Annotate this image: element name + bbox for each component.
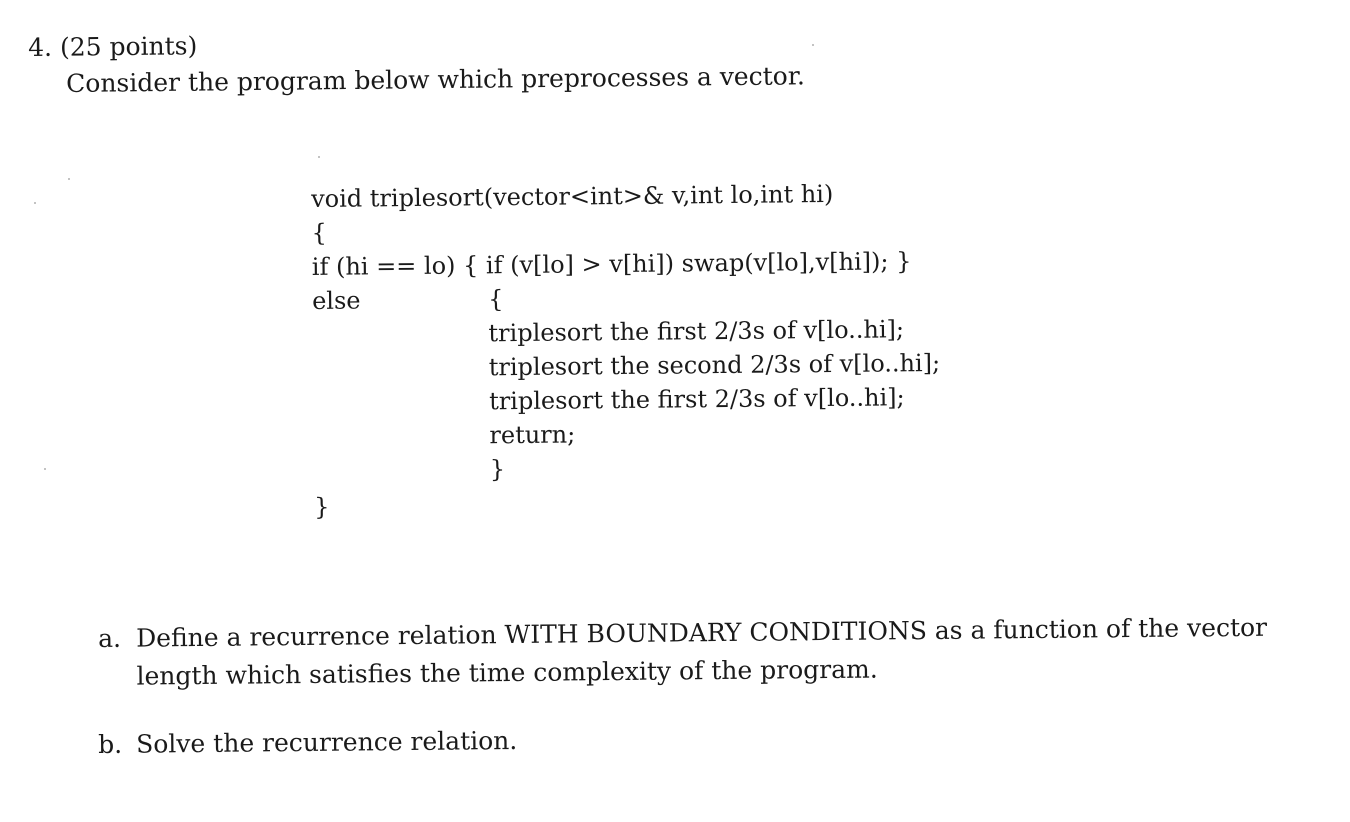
question-b-text: Solve the recurrence relation.: [136, 725, 518, 759]
problem-intro: Consider the program below which preprocesses a vector.: [66, 61, 806, 98]
code-block: [311, 176, 942, 524]
code-step-1: triplesort the first 2/3s of v[lo..hi];: [488, 315, 905, 348]
scan-speck: [44, 468, 46, 470]
question-a-letter: a.: [98, 623, 122, 653]
code-step-2: triplesort the second 2/3s of v[lo..hi];: [488, 348, 941, 382]
code-if-line: if (hi == lo) { if (v[lo] > v[hi]) swap(v[lo],v[hi]); }: [311, 247, 912, 281]
code-signature: void triplesort(vector<int>& v,int lo,int hi): [311, 179, 834, 213]
scan-speck: [68, 178, 70, 180]
code-return: return;: [489, 420, 576, 450]
code-close-brace: }: [313, 492, 330, 521]
question-a-text: Define a recurrence relation WITH BOUNDARY CONDITIONS as a function of the vector length which satisfies the time complexity of the program.: [136, 612, 1268, 691]
code-step-3: triplesort the first 2/3s of v[lo..hi];: [488, 383, 905, 416]
code-else-close-brace: }: [489, 455, 506, 484]
scan-speck: [318, 156, 320, 158]
question-b: [98, 722, 517, 764]
code-else-keyword: else: [312, 286, 361, 315]
scan-speck: [34, 202, 36, 204]
code-else-open-brace: {: [487, 285, 504, 314]
question-a: [98, 608, 1299, 696]
code-open-brace: {: [311, 218, 327, 247]
problem-heading: 4. (25 points): [28, 31, 198, 62]
question-b-letter: b.: [98, 729, 123, 759]
scan-speck: [812, 44, 814, 46]
